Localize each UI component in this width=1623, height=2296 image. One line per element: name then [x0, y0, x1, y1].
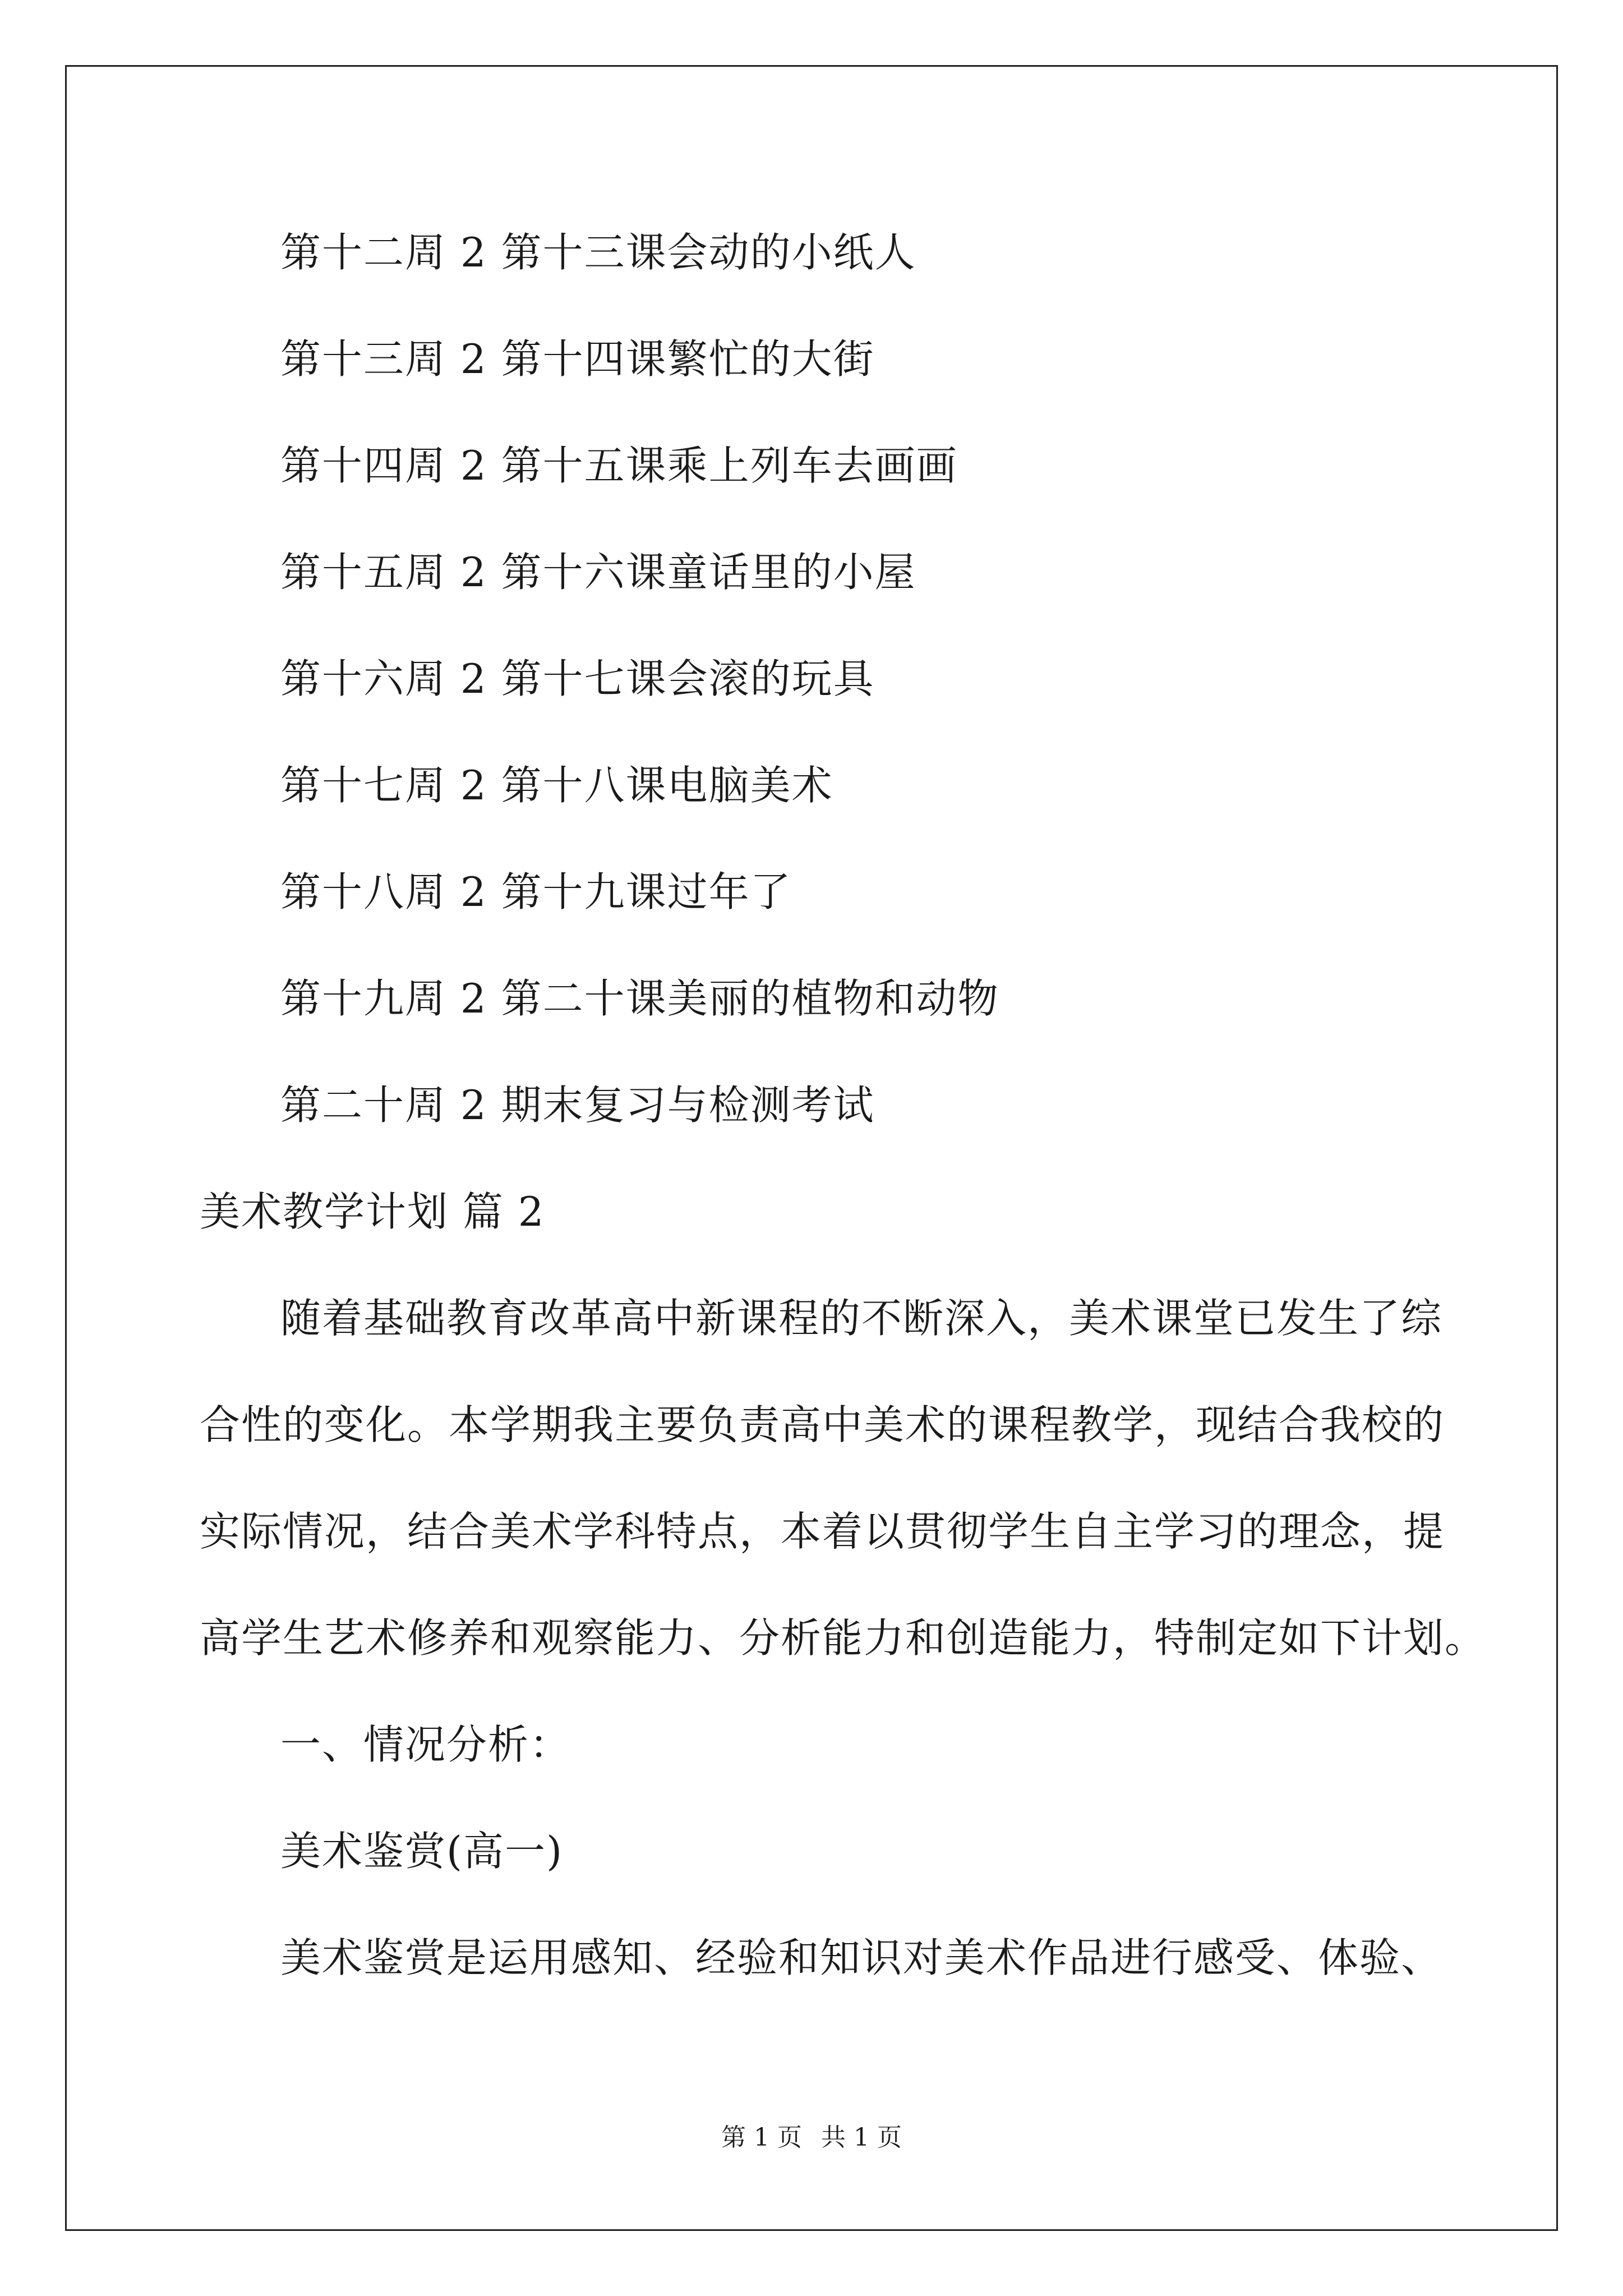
schedule-line-week-16: 第十六周 2 第十七课会滚的玩具 [280, 655, 875, 702]
page-border [65, 65, 1558, 2231]
intro-line-4: 高学生艺术修养和观察能力、分析能力和创造能力，特制定如下计划。 [200, 1614, 1487, 1662]
intro-line-2: 合性的变化。本学期我主要负责高中美术的课程教学，现结合我校的 [200, 1401, 1445, 1448]
sub-heading-art-appreciation: 美术鉴赏(高一) [280, 1828, 564, 1875]
intro-line-3: 实际情况，结合美术学科特点，本着以贯彻学生自主学习的理念，提 [200, 1508, 1445, 1555]
schedule-line-week-20: 第二十周 2 期末复习与检测考试 [280, 1082, 875, 1129]
page-total: 共 1 页 [821, 2123, 902, 2152]
schedule-line-week-17: 第十七周 2 第十八课电脑美术 [280, 762, 833, 809]
page-number: 第 1 页 [721, 2123, 802, 2152]
schedule-line-week-12: 第十二周 2 第十三课会动的小纸人 [280, 229, 916, 276]
schedule-line-week-13: 第十三周 2 第十四课繁忙的大街 [280, 335, 875, 383]
schedule-line-week-15: 第十五周 2 第十六课童话里的小屋 [280, 549, 916, 596]
section-title: 美术教学计划 篇 2 [200, 1188, 545, 1235]
schedule-line-week-18: 第十八周 2 第十九课过年了 [280, 868, 792, 915]
schedule-line-week-19: 第十九周 2 第二十课美丽的植物和动物 [280, 975, 999, 1022]
page-footer [0, 2122, 1623, 2154]
paragraph-art-appreciation: 美术鉴赏是运用感知、经验和知识对美术作品进行感受、体验、 [280, 1934, 1443, 1981]
schedule-line-week-14: 第十四周 2 第十五课乘上列车去画画 [280, 442, 958, 489]
heading-situation-analysis: 一、情况分析： [280, 1721, 571, 1768]
intro-line-1: 随着基础教育改革高中新课程的不断深入，美术课堂已发生了综 [280, 1295, 1443, 1342]
